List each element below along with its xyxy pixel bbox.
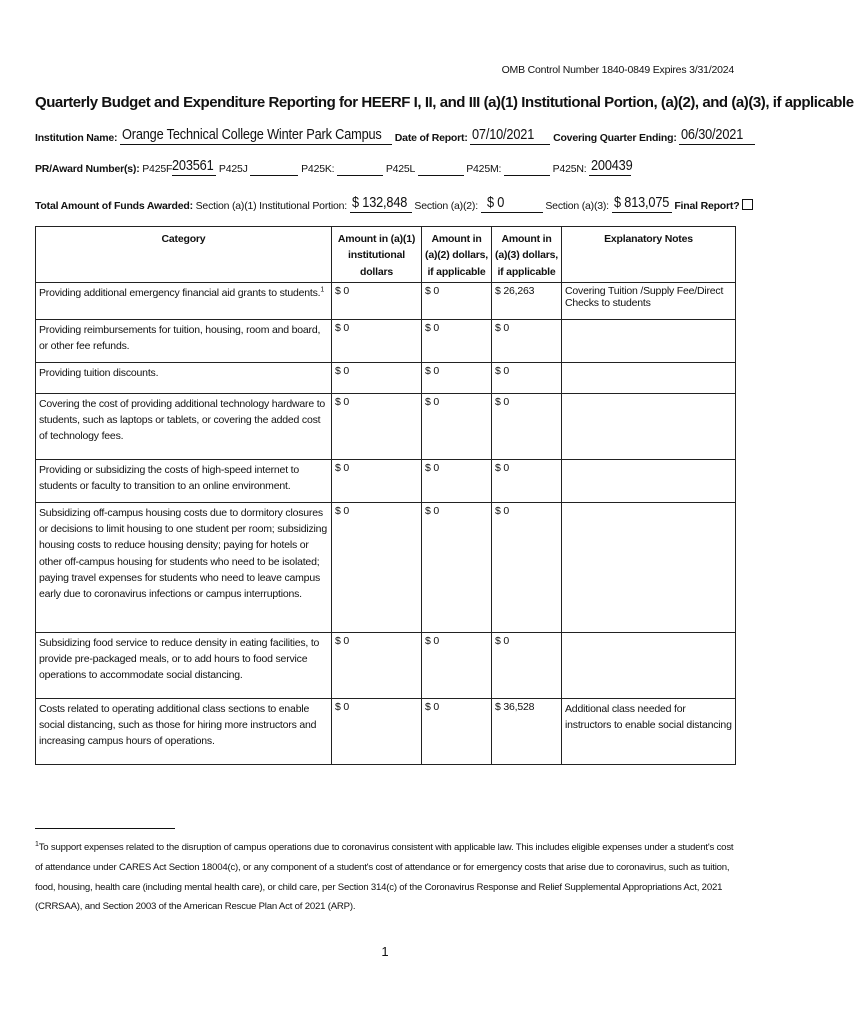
table-row — [36, 698, 736, 764]
footnote-marker: 1 — [320, 286, 325, 294]
page-number: 1 — [381, 944, 389, 959]
p425j-field[interactable] — [250, 163, 298, 176]
row-notes[interactable] — [562, 362, 736, 393]
a2-label: Section (a)(2): — [414, 200, 478, 212]
award-numbers-line — [35, 157, 633, 176]
row-category: Providing reimbursements for tuition, housing, room and board, or other fee refunds. — [36, 319, 332, 362]
omb-control-number: OMB Control Number 1840-0849 Expires 3/31/2024 — [501, 64, 734, 76]
table-row — [36, 502, 736, 632]
row-a2-amount[interactable]: $ 0 — [422, 459, 492, 502]
header-a2: Amount in (a)(2) dollars, if applicable — [422, 227, 492, 283]
a3-total-field[interactable] — [612, 194, 672, 213]
table-row — [36, 632, 736, 698]
row-a2-amount[interactable]: $ 0 — [422, 362, 492, 393]
row-a3-amount[interactable]: $ 0 — [492, 632, 562, 698]
a2-total-value: $ 0 — [486, 194, 504, 211]
row-notes[interactable] — [562, 459, 736, 502]
footnote — [35, 838, 735, 917]
row-a3-amount[interactable]: $ 36,528 — [492, 698, 562, 764]
institution-label: Institution Name: — [35, 132, 118, 144]
a2-total-field[interactable] — [481, 194, 543, 213]
p425n-label: P425N: — [552, 163, 587, 175]
row-a2-amount[interactable]: $ 0 — [422, 698, 492, 764]
quarter-label: Covering Quarter Ending: — [553, 132, 677, 144]
header-a3: Amount in (a)(3) dollars, if applicable — [492, 227, 562, 283]
quarter-field[interactable] — [679, 126, 755, 145]
a3-total-value: $ 813,075 — [613, 194, 669, 211]
footnote-divider — [35, 828, 175, 829]
row-notes[interactable]: Additional class needed for instructors to enable social distancing — [562, 698, 736, 764]
row-a1-amount[interactable]: $ 0 — [332, 362, 422, 393]
row-a2-amount[interactable]: $ 0 — [422, 502, 492, 632]
quarter-value: 06/30/2021 — [681, 126, 744, 143]
row-a3-amount[interactable]: $ 0 — [492, 502, 562, 632]
row-notes[interactable]: Covering Tuition /Supply Fee/Direct Checks to students — [562, 282, 736, 319]
row-a2-amount[interactable]: $ 0 — [422, 282, 492, 319]
row-a1-amount[interactable]: $ 0 — [332, 502, 422, 632]
row-category: Providing or subsidizing the costs of high-speed internet to students or faculty to transition to an online environment. — [36, 459, 332, 502]
footnote-text: To support expenses related to the disruption of campus operations due to coronavirus consistent with applicable law. This includes eligible expenses under a student's cost of attendance under CARES Act Section 18004(c), or any component of a student's cost of attendance or for emergency costs that arise due to coronavirus, such as tuition, food, housing, health care (including mental health care), or child care, per Section 314(c) of the Coronavirus Response and Relief Supplemental Appropriations Act, 2021 (CRRSAA), and Section 2003 of the American Rescue Plan Act of 2021 (ARP). — [35, 842, 734, 913]
a1-total-field[interactable] — [350, 194, 412, 213]
p425m-label: P425M: — [466, 163, 502, 175]
row-notes[interactable] — [562, 502, 736, 632]
pr-award-label: PR/Award Number(s): — [35, 163, 140, 175]
table-row — [36, 362, 736, 393]
date-label: Date of Report: — [394, 132, 468, 144]
header-notes: Explanatory Notes — [562, 227, 736, 283]
expenditure-table — [35, 226, 736, 765]
p425f-value: 203561 — [172, 157, 214, 174]
row-a3-amount[interactable]: $ 0 — [492, 362, 562, 393]
table-row — [36, 319, 736, 362]
a1-label: Section (a)(1) Institutional Portion: — [195, 200, 347, 212]
header-category: Category — [36, 227, 332, 283]
institution-value: Orange Technical College Winter Park Campus — [122, 126, 382, 143]
institution-line — [35, 126, 755, 145]
row-a2-amount[interactable]: $ 0 — [422, 632, 492, 698]
header-a1: Amount in (a)(1) institutional dollars — [332, 227, 422, 283]
row-a3-amount[interactable]: $ 26,263 — [492, 282, 562, 319]
p425l-field[interactable] — [418, 163, 464, 176]
row-category: Subsidizing off-campus housing costs due to dormitory closures or decisions to limit housing to one student per room; subsidizing housing costs to reduce housing density; paying for hotels or other off-campus housing for students who need to be isolated; paying travel expenses for students who need to leave campus early due to coronavirus infections or campus interruptions. — [36, 502, 332, 632]
row-a1-amount[interactable]: $ 0 — [332, 282, 422, 319]
p425k-label: P425K: — [301, 163, 335, 175]
row-notes[interactable] — [562, 319, 736, 362]
date-value: 07/10/2021 — [472, 126, 535, 143]
institution-field[interactable] — [120, 126, 392, 145]
table-row — [36, 459, 736, 502]
a1-total-value: $ 132,848 — [351, 194, 407, 211]
form-title: Quarterly Budget and Expenditure Reporting for HEERF I, II, and III (a)(1) Institutional Portion, (a)(2), and (a)(3), if applicable — [35, 94, 854, 111]
p425f-label: P425F — [142, 163, 173, 175]
p425m-field[interactable] — [504, 163, 550, 176]
row-a1-amount[interactable]: $ 0 — [332, 698, 422, 764]
row-a3-amount[interactable]: $ 0 — [492, 459, 562, 502]
footnote-number: 1 — [35, 841, 39, 848]
row-category: Subsidizing food service to reduce density in eating facilities, to provide pre-packaged meals, or to add hours to food service operations to accommodate social distancing. — [36, 632, 332, 698]
row-a3-amount[interactable]: $ 0 — [492, 319, 562, 362]
p425j-label: P425J — [218, 163, 248, 175]
row-a1-amount[interactable]: $ 0 — [332, 459, 422, 502]
p425n-field[interactable] — [589, 157, 633, 176]
row-category: Providing tuition discounts. — [36, 362, 332, 393]
final-report-checkbox[interactable] — [742, 199, 753, 210]
table-header-row — [36, 227, 736, 283]
p425n-value: 200439 — [591, 157, 633, 174]
final-report-label: Final Report? — [674, 200, 740, 212]
row-notes[interactable] — [562, 393, 736, 459]
row-a2-amount[interactable]: $ 0 — [422, 393, 492, 459]
total-funds-label: Total Amount of Funds Awarded: — [35, 200, 193, 212]
total-funds-line — [35, 194, 753, 213]
table-row — [36, 393, 736, 459]
row-a2-amount[interactable]: $ 0 — [422, 319, 492, 362]
row-a1-amount[interactable]: $ 0 — [332, 393, 422, 459]
row-a3-amount[interactable]: $ 0 — [492, 393, 562, 459]
row-category: Covering the cost of providing additional technology hardware to students, such as laptops or tablets, or covering the added cost of technology fees. — [36, 393, 332, 459]
row-a1-amount[interactable]: $ 0 — [332, 632, 422, 698]
row-notes[interactable] — [562, 632, 736, 698]
p425l-label: P425L — [385, 163, 415, 175]
p425f-field[interactable] — [172, 157, 216, 176]
date-field[interactable] — [470, 126, 550, 145]
p425k-field[interactable] — [337, 163, 383, 176]
row-category: Costs related to operating additional class sections to enable social distancing, such as those for hiring more instructors and increasing campus hours of operations. — [36, 698, 332, 764]
a3-label: Section (a)(3): — [545, 200, 609, 212]
row-a1-amount[interactable]: $ 0 — [332, 319, 422, 362]
table-row — [36, 282, 736, 319]
row-category: Providing additional emergency financial aid grants to students.$^1$ — [36, 282, 332, 319]
